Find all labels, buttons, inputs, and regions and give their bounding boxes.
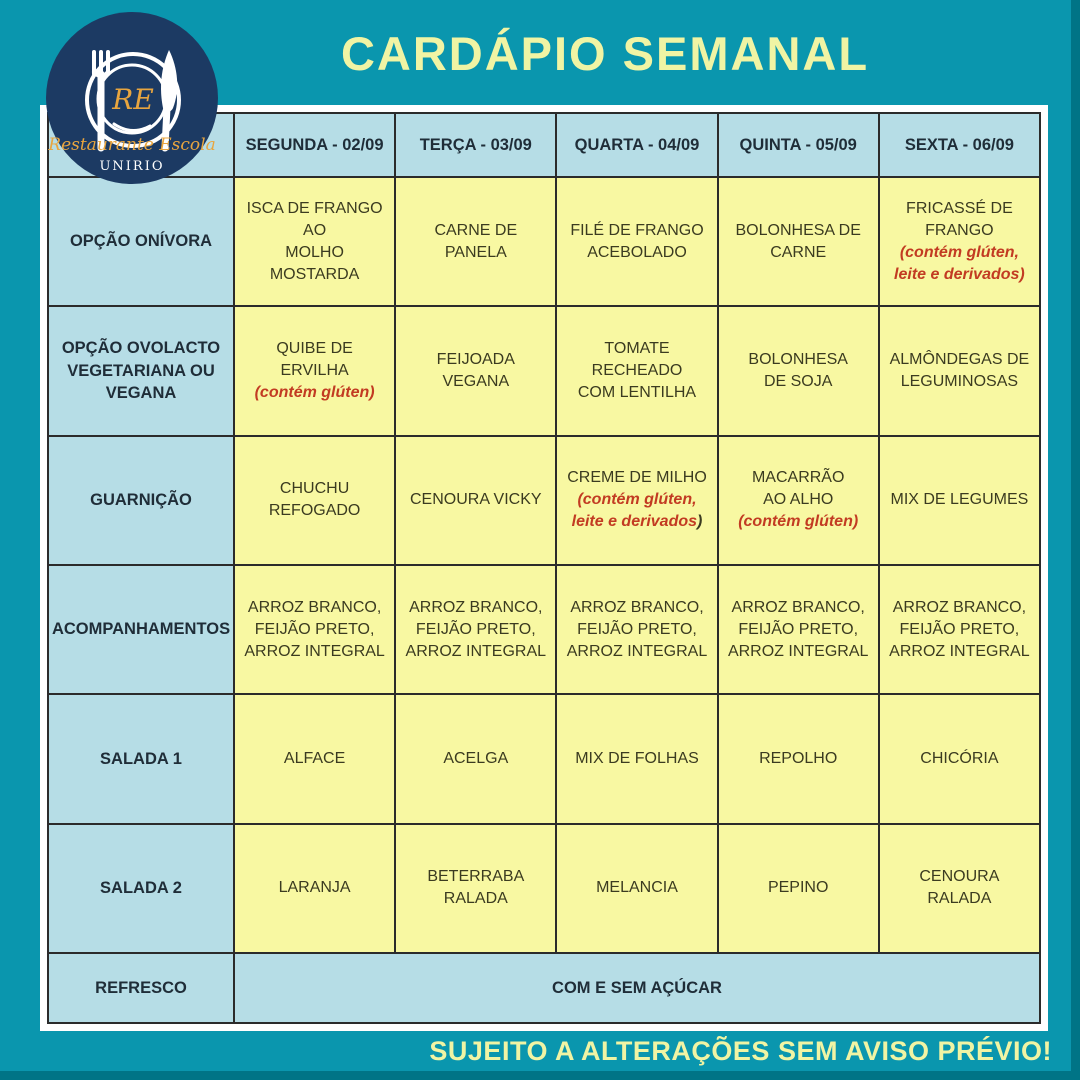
row-label: OPÇÃO OVOLACTO VEGETARIANA OU VEGANA (49, 307, 233, 434)
menu-cell: CENOURA VICKY (396, 437, 555, 564)
restaurant-logo-graphic (46, 12, 218, 184)
merged-cell: COM E SEM AÇÚCAR (235, 954, 1039, 1022)
row-label: SALADA 1 (49, 695, 233, 822)
row-label: GUARNIÇÃO (49, 437, 233, 564)
menu-cell: CHUCHU REFOGADO (235, 437, 394, 564)
day-header: SEXTA - 06/09 (880, 114, 1039, 176)
menu-cell: BOLONHESA DE SOJA (719, 307, 878, 434)
menu-cell: LARANJA (235, 825, 394, 952)
menu-cell: ALMÔNDEGAS DE LEGUMINOSAS (880, 307, 1039, 434)
menu-cell: FILÉ DE FRANGO ACEBOLADO (557, 178, 716, 305)
day-header: QUARTA - 04/09 (557, 114, 716, 176)
row-label: ACOMPANHAMENTOS (49, 566, 233, 693)
menu-cell: ARROZ BRANCO, FEIJÃO PRETO, ARROZ INTEGRAL (557, 566, 716, 693)
menu-cell: BETERRABA RALADA (396, 825, 555, 952)
menu-grid (47, 112, 1041, 1024)
menu-cell: FRICASSÉ DE FRANGO (contém glúten, leite e derivados) (880, 178, 1039, 305)
restaurant-logo (46, 12, 218, 184)
menu-cell: ARROZ BRANCO, FEIJÃO PRETO, ARROZ INTEGRAL (880, 566, 1039, 693)
menu-cell: MELANCIA (557, 825, 716, 952)
menu-cell: CENOURA RALADA (880, 825, 1039, 952)
row-label: SALADA 2 (49, 825, 233, 952)
menu-table-frame (40, 105, 1048, 1031)
menu-cell: CARNE DE PANELA (396, 178, 555, 305)
menu-cell: ACELGA (396, 695, 555, 822)
logo-name: Restaurante Escola (48, 135, 216, 155)
menu-cell: PEPINO (719, 825, 878, 952)
menu-cell: MIX DE FOLHAS (557, 695, 716, 822)
menu-cell: QUIBE DE ERVILHA (contém glúten) (235, 307, 394, 434)
day-header: QUINTA - 05/09 (719, 114, 878, 176)
menu-cell: ARROZ BRANCO, FEIJÃO PRETO, ARROZ INTEGRAL (719, 566, 878, 693)
menu-cell: TOMATE RECHEADO COM LENTILHA (557, 307, 716, 434)
menu-cell: ARROZ BRANCO, FEIJÃO PRETO, ARROZ INTEGRAL (396, 566, 555, 693)
menu-cell: MIX DE LEGUMES (880, 437, 1039, 564)
row-label: OPÇÃO ONÍVORA (49, 178, 233, 305)
menu-cell: CHICÓRIA (880, 695, 1039, 822)
page-title: CARDÁPIO SEMANAL (340, 27, 870, 80)
menu-cell: MACARRÃO AO ALHO (contém glúten) (719, 437, 878, 564)
menu-cell: ARROZ BRANCO, FEIJÃO PRETO, ARROZ INTEGRAL (235, 566, 394, 693)
day-header: SEGUNDA - 02/09 (235, 114, 394, 176)
menu-cell: BOLONHESA DE CARNE (719, 178, 878, 305)
logo-org: UNIRIO (99, 159, 165, 174)
menu-cell: ALFACE (235, 695, 394, 822)
footer-note: SUJEITO A ALTERAÇÕES SEM AVISO PRÉVIO! (429, 1036, 1052, 1066)
logo-initials: RE (112, 83, 154, 116)
day-header: TERÇA - 03/09 (396, 114, 555, 176)
menu-cell: REPOLHO (719, 695, 878, 822)
menu-cell: FEIJOADA VEGANA (396, 307, 555, 434)
menu-cell: ISCA DE FRANGO AO MOLHO MOSTARDA (235, 178, 394, 305)
menu-cell: CREME DE MILHO (contém glúten, leite e derivados) (557, 437, 716, 564)
row-label: REFRESCO (49, 954, 233, 1022)
